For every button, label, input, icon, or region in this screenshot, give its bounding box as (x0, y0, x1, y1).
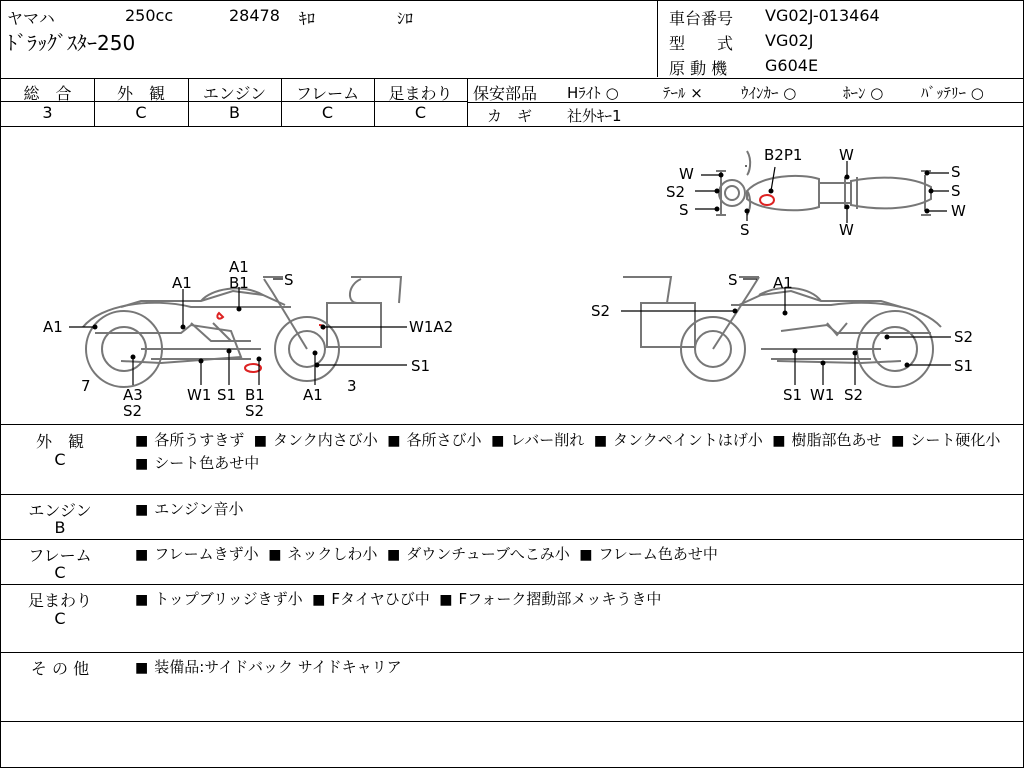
grade-value-engine: B (229, 103, 240, 122)
headlight-mark: ○ (605, 84, 619, 102)
right-label-w1: W1 (810, 386, 835, 404)
left-label-b1-low: B1 (245, 386, 265, 404)
left-damage-mark-1 (217, 313, 223, 319)
note-grade-frame: C (54, 563, 66, 582)
grade-value-overall: 3 (42, 103, 53, 122)
safety-label: 保安部品 (473, 84, 538, 103)
left-label-w1: W1 (187, 386, 212, 404)
top-label-w-left: W (679, 165, 694, 183)
grade-label-exterior: 外 観 (116, 84, 165, 103)
left-label-s1: S1 (217, 386, 237, 404)
left-side-bike (83, 277, 401, 387)
note-items-frame: ■ フレームきず小 ■ ネックしわ小 ■ ダウンチューブへこみ小 ■ フレーム色あせ中 (135, 543, 718, 564)
right-label-s2: S2 (844, 386, 864, 404)
note-items-engine: ■ エンジン音小 (135, 498, 244, 519)
top-label-s2: S2 (666, 183, 686, 201)
note-grade-exterior: C (54, 450, 66, 469)
left-label-a1-front: A1 (303, 386, 323, 404)
left-label-s2: S2 (123, 402, 143, 420)
engine-label: 原 動 機 (669, 59, 728, 78)
safety-item-horn: ﾎｰﾝ ○ (843, 84, 884, 102)
key-label: カ ギ (487, 107, 533, 125)
note-label-suspension: 足まわり (27, 591, 92, 610)
note-label-other: そ の 他 (30, 659, 90, 678)
frame-no-label: 車台番号 (669, 9, 734, 28)
right-label-s1: S1 (783, 386, 803, 404)
note-label-exterior: 外 観 (35, 432, 84, 451)
grade-value-suspension: C (414, 103, 427, 122)
mileage: 28478 (229, 6, 280, 25)
top-label-w-right: W (951, 202, 966, 220)
grade-value-frame: C (321, 103, 334, 122)
top-label-s-left: S (679, 201, 689, 219)
left-label-3: 3 (347, 377, 357, 395)
safety-item-winker: ｳｲﾝｶｰ ○ (741, 84, 797, 102)
top-view-bike (716, 151, 931, 215)
left-label-w1a2: W1A2 (409, 318, 454, 336)
damage-diagram (1, 127, 1023, 423)
left-label-s2-low: S2 (245, 402, 265, 420)
left-label-7: 7 (81, 377, 91, 395)
top-label-b2p1: B2P1 (764, 146, 803, 164)
top-label-w-bottom: W (839, 221, 854, 239)
left-label-a1-tank: A1 (172, 274, 192, 292)
left-label-a3: A3 (123, 386, 143, 404)
note-items-other: ■ 装備品:サイドバック サイドキャリア (135, 656, 402, 677)
type-value: VG02J (765, 31, 814, 50)
engine-value: G604E (765, 56, 819, 75)
top-view-damage-mark (760, 195, 774, 205)
winker-mark: ○ (783, 84, 797, 102)
grade-label-frame: フレーム (295, 84, 360, 103)
right-label-s2-bag: S2 (591, 302, 611, 320)
body-color: ｼﾛ (397, 9, 414, 28)
grade-label-engine: エンジン (202, 84, 267, 103)
note-items-exterior: ■ 各所うすきず ■ タンク内さび小 ■ 各所さび小 ■ レバー削れ ■ タンクペイントはげ小 ■ 樹脂部色あせ ■ シート硬化小 ■ シート色あせ中 (135, 429, 1015, 475)
horn-mark: ○ (870, 84, 884, 102)
safety-item-headlight: Hﾗｲﾄ ○ (567, 84, 619, 102)
right-label-s1-rear: S1 (954, 357, 974, 375)
left-label-s: S (284, 271, 294, 289)
maker: ヤマハ (7, 9, 55, 28)
key-value: 社外ｷｰ1 (567, 107, 622, 125)
left-label-s1-front: S1 (411, 357, 431, 375)
note-grade-suspension: C (54, 609, 66, 628)
battery-mark: ○ (970, 84, 984, 102)
left-label-a1-top: A1 (229, 258, 249, 276)
displacement: 250cc (125, 6, 174, 25)
left-label-a1-rear: A1 (43, 318, 63, 336)
safety-item-battery: ﾊﾞｯﾃﾘｰ ○ (921, 84, 984, 102)
note-label-engine: エンジン (28, 501, 92, 520)
frame-no: VG02J-013464 (765, 6, 880, 25)
top-label-w: W (839, 146, 854, 164)
right-label-s: S (728, 271, 738, 289)
note-items-suspension: ■ トップブリッジきず小 ■ Fタイヤひび中 ■ Fフォーク摺動部メッキうき中 (135, 588, 661, 609)
grade-value-exterior: C (135, 103, 147, 122)
header-divider (657, 1, 658, 77)
mileage-unit: ｷﾛ (299, 9, 316, 28)
model-name: ﾄﾞﾗｯｸﾞｽﾀｰ250 (7, 31, 136, 55)
grade-label-suspension: 足まわり (388, 84, 453, 103)
note-label-frame: フレーム (28, 546, 92, 565)
left-label-b1: B1 (229, 274, 249, 292)
tail-mark: × (690, 84, 703, 102)
top-label-s-right: S (951, 163, 961, 181)
note-grade-engine: B (54, 518, 66, 537)
type-label: 型 式 (669, 34, 734, 53)
top-label-s-right2: S (951, 182, 961, 200)
right-label-a1: A1 (773, 274, 793, 292)
grade-label-overall: 総 合 (23, 84, 72, 103)
top-label-s-bottom: S (740, 221, 750, 239)
right-side-bike (623, 277, 941, 387)
safety-item-tail: ﾃｰﾙ × (663, 84, 703, 102)
right-label-s2-rear: S2 (954, 328, 974, 346)
